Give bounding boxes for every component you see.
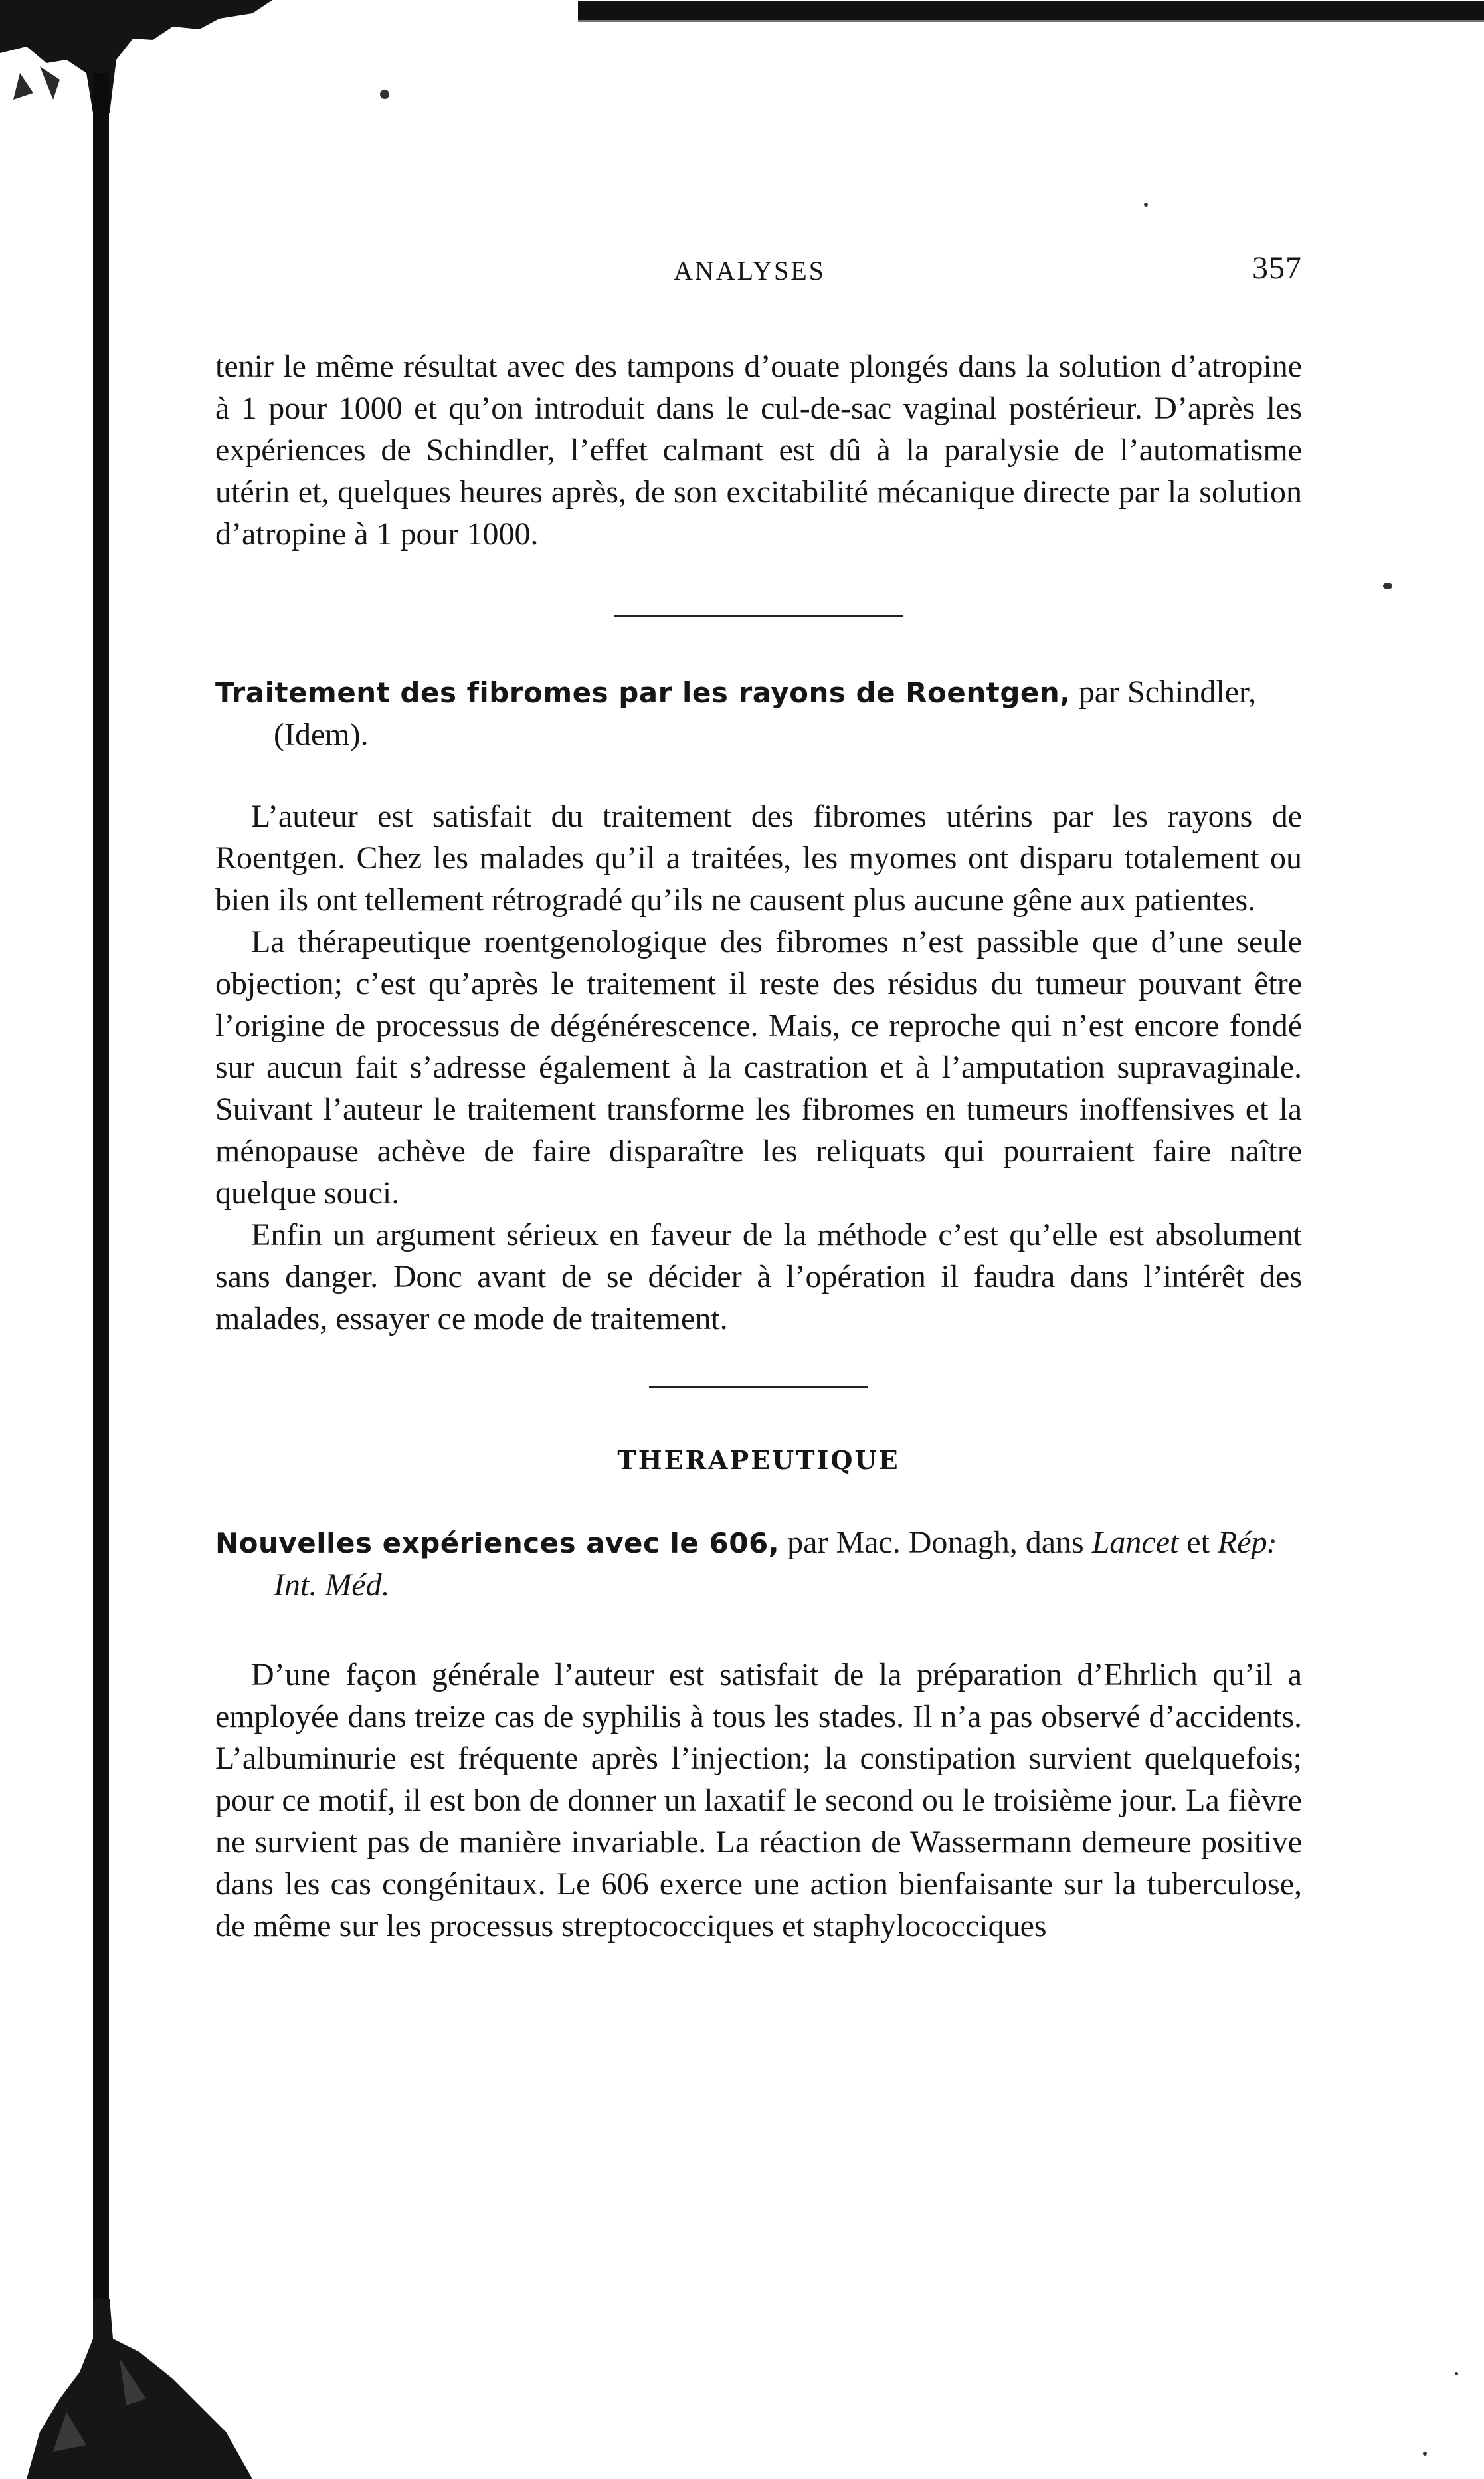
article-title-conjunction: et	[1178, 1525, 1218, 1560]
page-content	[215, 246, 1302, 1947]
article-title-bold: Traitement des fibromes par les rayons de Roentgen,	[215, 676, 1071, 709]
article-paragraph: Enfin un argument sérieux en faveur de la méthode c’est qu’elle est absolument sans danger. Donc avant de se décider à l’opération il faudra dans l’intérêt des malades, essayer ce mode de traitement.	[215, 1217, 1302, 1336]
article-body-roentgen	[215, 795, 1302, 1339]
scan-speck	[1423, 2452, 1427, 2456]
scan-top-edge	[578, 1, 1484, 20]
section-divider	[614, 615, 903, 617]
scan-speck	[380, 90, 389, 99]
section-divider	[649, 1386, 868, 1388]
binding-shadow-top	[0, 0, 272, 113]
article-paragraph: D’une façon générale l’auteur est satisfait de la préparation d’Ehrlich qu’il a employée dans treize cas de syphilis à tous les stades. Il n’a pas observé d’accidents. L’albuminurie est fréquente après l’injection; la constipation survient quelquefois; pour ce motif, il est bon de donner un laxatif le second ou le troisième jour. La fièvre ne survient pas de manière invariable. La réaction de Wassermann demeure positive dans les cas congénitaux. Le 606 exerce une action bienfaisante sur la tuberculose, de même sur les processus streptococciques et staphylococciques	[215, 1657, 1302, 1943]
article-title-bold: Nouvelles expériences avec le 606,	[215, 1527, 780, 1559]
journal-title: Lancet	[1091, 1525, 1179, 1560]
page-number: 357	[1252, 250, 1302, 286]
scan-speck	[1383, 583, 1392, 589]
running-head	[215, 246, 1302, 292]
article-paragraph: La thérapeutique roentgenologique des fibromes n’est passible que d’une seule objection; c’est qu’après le traitement il reste des résidus du tumeur pouvant être l’origine de processus de dégénérescence. Mais, ce reproche qui n’est encore fondé sur aucun fait s’adresse également à la castration et à l’amputation supravaginale. Suivant l’auteur le traitement transforme les fibromes en tumeurs inoffensives et la ménopause achève de faire disparaître les reliquats qui pourraient faire naître quelque souci.	[215, 924, 1302, 1211]
article-paragraph: L’auteur est satisfait du traitement des fibromes utérins par les rayons de Roentgen. Chez les malades qu’il a traitées, les myomes ont disparu totalement ou bien ils ont tellement rétrogradé qu’ils ne causent plus aucune gêne aux patientes.	[215, 799, 1302, 918]
article-title-606	[215, 1522, 1302, 1606]
scan-speck	[1144, 203, 1148, 207]
article-title-author: par Mac. Donagh, dans	[779, 1525, 1092, 1560]
section-title: THERAPEUTIQUE	[617, 1445, 900, 1475]
journal-title: Rép. Int. Méd.	[274, 1525, 1275, 1603]
intro-paragraph: tenir le même résultat avec des tampons d’ouate plongés dans la solution d’atropine à 1 pour 1000 et qu’on introduit dans le cul-de-sac vaginal postérieur. D’après les expériences de Schindler, l’effet calmant est dû à la paralysie de l’automatisme utérin et, quelques heures après, de son excitabilité mécanique directe par la solution d’atropine à 1 pour 1000.	[215, 349, 1302, 551]
article-title-author: par Schindler, (Idem).	[274, 674, 1257, 752]
scan-top-edge-line	[578, 20, 1484, 22]
running-head-title: ANALYSES	[674, 256, 826, 286]
article-title-roentgen	[215, 671, 1302, 755]
scan-speck	[1455, 2372, 1458, 2375]
binding-shadow	[93, 73, 109, 2425]
binding-shadow-bottom	[27, 2299, 252, 2479]
